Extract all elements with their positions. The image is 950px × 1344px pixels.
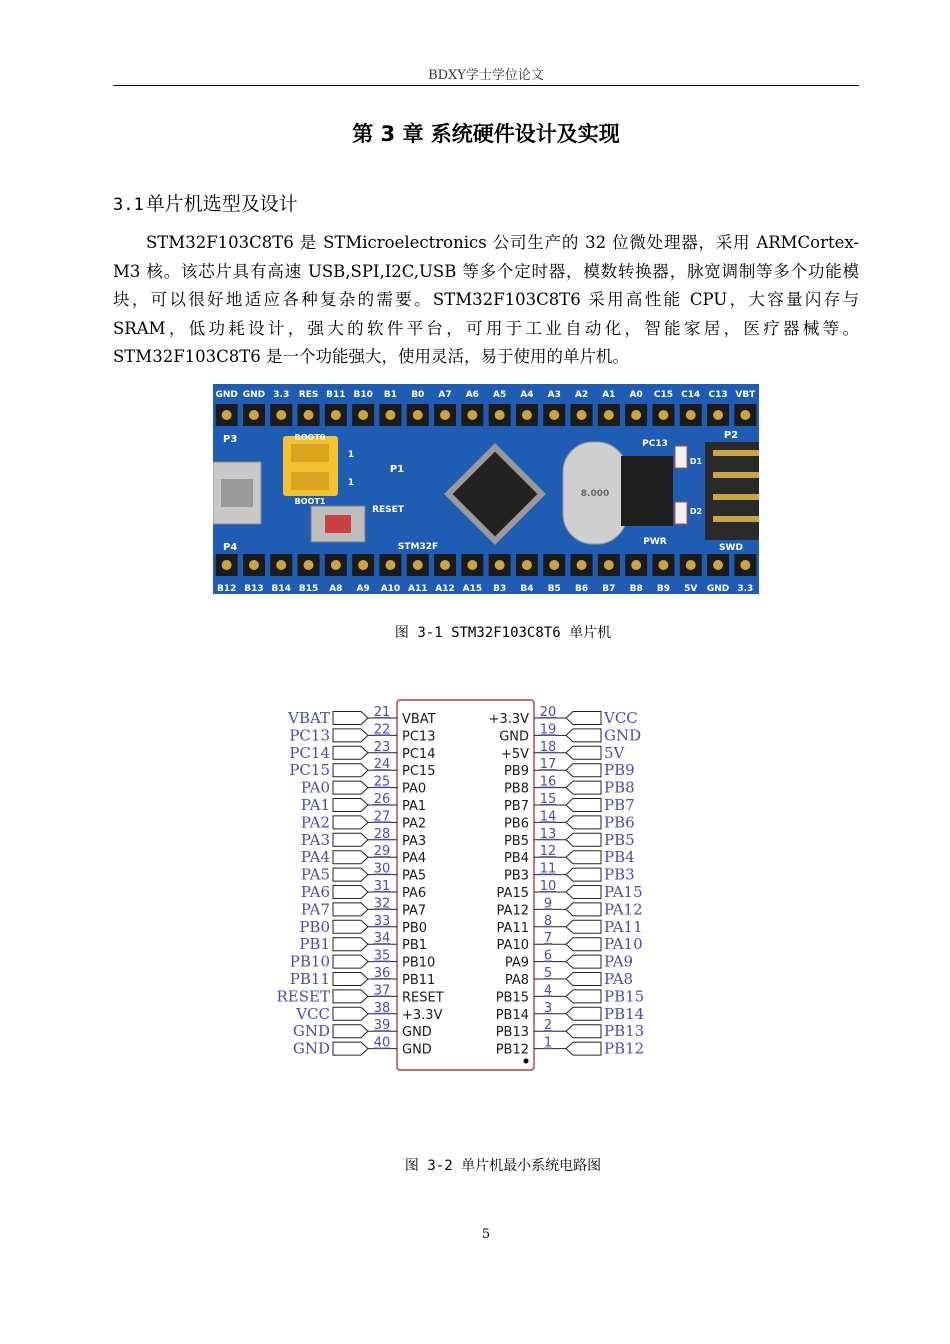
pin1-marker-dot — [524, 1059, 529, 1064]
right-net-label: PB14 — [604, 1004, 645, 1023]
swd-header — [705, 442, 759, 540]
swd-pin — [713, 450, 759, 456]
right-net-label: PB8 — [604, 778, 635, 797]
bottom-header-label: B12 — [216, 584, 237, 594]
left-pin-number: 26 — [373, 792, 391, 807]
right-net-tag — [566, 990, 601, 1003]
right-net-label: PA11 — [604, 917, 643, 936]
bottom-header-label: A12 — [435, 584, 455, 594]
crystal-label: 8.000 — [580, 489, 610, 499]
page-number: 5 — [481, 1227, 491, 1242]
right-pin-number: 9 — [543, 896, 553, 912]
top-header-pin — [686, 410, 696, 420]
bottom-header-label: B3 — [493, 584, 507, 594]
swd-label: SWD — [719, 543, 743, 553]
right-net-tag — [566, 799, 601, 812]
left-net-tag — [333, 851, 368, 864]
top-header-label: B1 — [383, 390, 398, 400]
minimum-system-pinout-diagram — [272, 690, 662, 1075]
left-net-tag — [333, 781, 368, 794]
left-pin-number: 37 — [373, 983, 391, 999]
right-pin-name: PB8 — [503, 781, 529, 797]
bottom-header-label: 3.3 — [737, 584, 754, 594]
bottom-header-label: GND — [706, 584, 730, 594]
left-net-label: RESET — [276, 987, 330, 1006]
bottom-header-pin — [577, 560, 587, 570]
right-net-label: PB4 — [604, 848, 635, 867]
left-net-label: PB11 — [289, 970, 330, 988]
right-net-tag — [566, 868, 601, 881]
top-header-pin — [249, 410, 259, 420]
left-pin-name: PC13 — [402, 729, 436, 745]
left-pin-name: PA7 — [402, 903, 427, 919]
left-net-tag — [333, 764, 368, 777]
bottom-header-pin — [604, 560, 614, 570]
top-header-pin — [740, 410, 750, 420]
left-net-label: PA5 — [300, 865, 330, 884]
right-net-tag — [566, 1042, 601, 1055]
right-net-tag — [566, 903, 601, 916]
right-pin-number: 14 — [539, 809, 557, 825]
right-pin-number: 4 — [543, 983, 553, 999]
right-pin-name: PB15 — [495, 990, 529, 1006]
left-net-tag — [333, 903, 368, 916]
left-pin-number: 32 — [373, 896, 391, 912]
left-net-tag — [333, 955, 368, 968]
right-pin-name: PA11 — [496, 920, 529, 936]
bottom-header-label: B14 — [271, 584, 291, 594]
right-pin-number: 7 — [543, 931, 553, 947]
right-pin-number: 5 — [543, 966, 553, 981]
right-net-label: PA12 — [604, 900, 643, 919]
top-header-pin — [358, 410, 368, 420]
figure-1-caption: 图 3-1 STM32F103C8T6 单片机 — [394, 625, 612, 641]
right-pin-name: PB3 — [503, 868, 529, 884]
bottom-header-label: B6 — [574, 584, 589, 594]
reset-label: RESET — [372, 505, 404, 515]
left-pin-name: VBAT — [402, 712, 436, 727]
section-number: 3.1 — [113, 195, 144, 215]
left-pin-name: GND — [402, 1042, 432, 1058]
left-pin-number: 24 — [373, 757, 391, 773]
right-pin-name: PB14 — [495, 1007, 529, 1023]
left-net-label: VCC — [296, 1004, 330, 1023]
right-net-label: PB5 — [604, 830, 635, 849]
top-header-pin — [276, 410, 286, 420]
top-header-label: C13 — [708, 390, 728, 400]
right-net-label: PB7 — [604, 796, 635, 814]
top-header-pin — [658, 410, 668, 420]
left-net-label: PC15 — [289, 761, 330, 780]
right-pin-number: 19 — [539, 722, 557, 738]
left-net-label: PA6 — [300, 883, 330, 901]
left-pin-number: 28 — [373, 826, 391, 842]
right-net-label: 5V — [604, 743, 625, 762]
bottom-header-pin — [385, 560, 395, 570]
left-net-tag — [333, 868, 368, 881]
right-pin-number: 17 — [539, 757, 557, 773]
right-pin-name: PB9 — [503, 764, 529, 780]
bottom-header-label: B8 — [629, 584, 643, 594]
left-net-label: PA4 — [300, 848, 330, 867]
top-header-pin — [577, 410, 587, 420]
top-header-label: A4 — [520, 390, 534, 400]
left-net-label: GND — [292, 1039, 330, 1058]
left-pin-name: PA2 — [402, 816, 427, 832]
bottom-header-pin — [331, 560, 341, 570]
left-pin-name: PC15 — [402, 764, 436, 780]
p2-label: P2 — [723, 430, 739, 441]
left-pin-name: PA4 — [402, 851, 427, 867]
top-header-pin — [467, 410, 477, 420]
right-net-label: PB12 — [604, 1039, 645, 1058]
left-net-tag — [333, 833, 368, 846]
left-net-label: PA2 — [300, 813, 330, 832]
right-net-tag — [566, 955, 601, 968]
top-header-label: B11 — [326, 390, 346, 400]
top-header-label: B0 — [411, 390, 425, 400]
usb-port-opening — [221, 479, 253, 507]
left-pin-name: PB0 — [402, 920, 428, 936]
left-net-tag — [333, 920, 368, 933]
pwr-label: PWR — [643, 537, 667, 547]
left-net-tag — [333, 1007, 368, 1020]
mcu-label: STM32F — [397, 542, 439, 552]
jumper-pin1-label: 1 — [347, 450, 355, 460]
left-pin-number: 29 — [373, 844, 391, 860]
right-pin-number: 20 — [539, 705, 557, 720]
boot1-jumper — [291, 472, 329, 490]
right-pin-number: 18 — [539, 739, 557, 755]
left-pin-number: 34 — [373, 931, 391, 947]
left-pin-number: 23 — [373, 739, 391, 755]
left-pin-number: 27 — [373, 809, 391, 825]
left-pin-name: +3.3V — [402, 1007, 443, 1023]
bottom-header-pin — [413, 560, 423, 570]
right-net-tag — [566, 920, 601, 933]
bottom-header-pin — [549, 560, 559, 570]
bottom-header-label: A9 — [356, 584, 370, 594]
bottom-header-label: B15 — [298, 584, 319, 594]
left-net-tag — [333, 1025, 368, 1038]
left-net-label: PA0 — [300, 778, 330, 797]
top-header-pin — [331, 410, 341, 420]
left-net-tag — [333, 816, 368, 829]
left-pin-number: 36 — [373, 966, 391, 981]
right-net-label: PB3 — [604, 865, 635, 884]
left-pin-number: 30 — [373, 861, 391, 877]
top-header-label: GND — [215, 390, 238, 400]
right-net-tag — [566, 764, 601, 777]
bottom-header-pin — [631, 560, 641, 570]
reset-button — [325, 515, 351, 533]
left-pin-name: PA6 — [402, 886, 427, 901]
left-pin-name: RESET — [402, 990, 444, 1006]
jumper-pin1-label: 1 — [347, 478, 355, 488]
pwr-led — [675, 502, 687, 524]
right-pin-name: +3.3V — [488, 712, 529, 727]
left-pin-number: 39 — [373, 1018, 391, 1034]
right-pin-number: 15 — [539, 792, 557, 807]
right-net-tag — [566, 1007, 601, 1020]
left-pin-number: 33 — [373, 913, 391, 929]
top-header-pin — [631, 410, 641, 420]
left-net-tag — [333, 886, 368, 899]
bottom-header-pin — [740, 560, 750, 570]
left-pin-number: 35 — [373, 948, 391, 964]
top-header-label: A7 — [438, 390, 452, 400]
chapter-title: 第 3 章 系统硬件设计及实现 — [352, 122, 620, 146]
right-pin-name: PB5 — [503, 833, 529, 849]
bottom-header-pin — [713, 560, 723, 570]
right-pin-number: 16 — [539, 774, 557, 790]
right-pin-number: 3 — [543, 1000, 553, 1016]
right-pin-name: +5V — [500, 746, 529, 762]
section-heading — [113, 189, 298, 216]
right-net-label: PA15 — [604, 883, 643, 901]
left-net-tag — [333, 1042, 368, 1055]
right-net-tag — [566, 816, 601, 829]
bottom-header-label: B4 — [520, 584, 534, 594]
bottom-header-pin — [467, 560, 477, 570]
left-net-label: PA7 — [300, 900, 330, 919]
left-pin-name: PA0 — [402, 781, 427, 797]
left-pin-name: PB11 — [402, 973, 436, 988]
left-pin-name: PB1 — [402, 938, 428, 954]
top-header-pin — [222, 410, 232, 420]
top-header-label: VBT — [735, 390, 756, 400]
body-paragraph: STM32F103C8T6 是 STMicroelectronics 公司生产的 32 位微处理器，采用 ARMCortex-M3 核。该芯片具有高速 USB,SPI,I2C,USB 等多个定时器，模数转换器，脉宽调制等多个功能模块，可以很好地适应各种复杂的需要。STM32F103C8T6 采用高性能 CPU，大容量闪存与 SRAM，低功耗设计，强大的软件平台，可用于工业自动化，智能家居，医疗器械等。STM32F103C8T6 是一个功能强大，使用灵活，易于使用的单片机。 — [113, 233, 859, 367]
bottom-header-pin — [358, 560, 368, 570]
right-pin-number: 1 — [543, 1035, 553, 1051]
top-header-pin — [385, 410, 395, 420]
swd-pin — [713, 516, 759, 522]
top-header-label: A5 — [493, 390, 507, 400]
right-net-tag — [566, 1025, 601, 1038]
bottom-header-label: A15 — [462, 584, 483, 594]
right-pin-number: 11 — [539, 861, 557, 877]
top-header-label: C14 — [681, 390, 701, 400]
top-header-label: A1 — [602, 390, 616, 400]
right-net-tag — [566, 729, 601, 742]
d1-label: D1 — [689, 457, 703, 466]
left-pin-name: PA1 — [402, 799, 427, 814]
top-header-pin — [604, 410, 614, 420]
left-net-tag — [333, 990, 368, 1003]
right-net-tag — [566, 746, 601, 759]
bottom-header-pin — [304, 560, 314, 570]
p3-label: P3 — [223, 434, 238, 445]
bottom-header-pin — [686, 560, 696, 570]
left-net-label: PB1 — [299, 935, 330, 954]
right-pin-name: PA10 — [496, 938, 529, 954]
right-pin-number: 10 — [539, 879, 557, 894]
left-net-tag — [333, 746, 368, 759]
left-net-label: VBAT — [288, 709, 330, 727]
top-header-pin — [304, 410, 314, 420]
left-net-label: PC13 — [289, 726, 330, 745]
bottom-header-pin — [522, 560, 532, 570]
top-header-pin — [413, 410, 423, 420]
left-pin-number: 21 — [373, 705, 391, 720]
left-net-label: PC14 — [289, 743, 330, 762]
top-header-pin — [549, 410, 559, 420]
boot0-jumper — [291, 444, 329, 462]
left-pin-number: 25 — [373, 774, 391, 790]
bottom-header-pin — [440, 560, 450, 570]
top-header-label: B10 — [353, 390, 373, 400]
right-pin-number: 6 — [543, 948, 553, 964]
left-net-tag — [333, 799, 368, 812]
bottom-header-label: A11 — [408, 584, 428, 594]
bottom-header-label: A10 — [380, 584, 401, 594]
right-pin-name: PB6 — [503, 816, 529, 832]
swd-pin — [713, 472, 759, 478]
swd-pin — [713, 494, 759, 500]
left-pin-name: PC14 — [402, 746, 436, 762]
left-net-label: PB10 — [289, 952, 330, 971]
right-pin-number: 13 — [539, 826, 557, 842]
left-pin-name: PA3 — [402, 833, 427, 849]
left-net-label: PA1 — [300, 796, 330, 814]
right-net-label: PB9 — [604, 761, 635, 780]
p4-label: P4 — [223, 542, 238, 553]
stm32-board-photo — [213, 384, 759, 594]
bottom-header-label: 5V — [684, 584, 698, 594]
left-pin-number: 40 — [373, 1035, 391, 1051]
right-net-label: GND — [604, 726, 642, 745]
right-net-label: VCC — [604, 709, 638, 727]
top-header-pin — [713, 410, 723, 420]
d2-label: D2 — [689, 507, 703, 516]
top-header-pin — [495, 410, 505, 420]
left-net-tag — [333, 938, 368, 951]
bottom-header-label: B5 — [547, 584, 561, 594]
right-pin-name: PA8 — [504, 973, 529, 988]
boot1-label: BOOT1 — [294, 497, 326, 506]
top-header-label: A2 — [574, 390, 589, 400]
bottom-header-pin — [276, 560, 286, 570]
left-net-tag — [333, 712, 368, 725]
right-net-tag — [566, 851, 601, 864]
top-header-label: GND — [242, 390, 266, 400]
top-header-label: RES — [298, 390, 319, 400]
running-header: BDXY学士学位论文 — [428, 68, 544, 83]
left-pin-name: PB10 — [402, 955, 436, 971]
right-net-label: PA10 — [604, 935, 643, 954]
right-pin-name: PA15 — [496, 886, 529, 901]
bottom-header-label: B9 — [656, 584, 671, 594]
left-pin-number: 22 — [373, 722, 391, 738]
section-title: 单片机选型及设计 — [145, 193, 298, 215]
top-header-label: 3.3 — [273, 390, 290, 400]
right-pin-number: 12 — [539, 844, 557, 860]
top-header-pin — [522, 410, 532, 420]
bottom-header-pin — [249, 560, 259, 570]
right-pin-name: PB13 — [495, 1025, 529, 1041]
boot0-label: BOOT0 — [294, 433, 326, 442]
right-pin-name: GND — [499, 729, 529, 745]
left-pin-number: 31 — [373, 879, 391, 894]
left-net-label: GND — [292, 1022, 330, 1041]
right-net-label: PB13 — [604, 1022, 645, 1041]
left-net-tag — [333, 973, 368, 986]
right-net-label: PB15 — [604, 987, 645, 1006]
bottom-header-pin — [222, 560, 232, 570]
left-net-label: PB0 — [299, 917, 330, 936]
figure-2-caption: 图 3-2 单片机最小系统电路图 — [404, 1158, 602, 1174]
right-net-tag — [566, 712, 601, 725]
left-net-tag — [333, 729, 368, 742]
top-header-pin — [440, 410, 450, 420]
left-pin-name: PA5 — [402, 868, 427, 884]
right-net-label: PB6 — [604, 813, 635, 832]
right-pin-name: PA9 — [504, 955, 529, 971]
pc13-label: PC13 — [642, 439, 668, 449]
top-header-label: A0 — [629, 390, 643, 400]
right-net-label: PA8 — [604, 970, 634, 988]
header-rule — [113, 85, 859, 86]
bottom-header-pin — [658, 560, 668, 570]
left-net-label: PA3 — [300, 830, 330, 849]
p1-label: P1 — [389, 464, 405, 475]
top-header-label: A3 — [547, 390, 561, 400]
right-pin-name: PA12 — [496, 903, 529, 919]
bottom-header-label: A8 — [329, 584, 343, 594]
bottom-header-pin — [495, 560, 505, 570]
right-net-tag — [566, 886, 601, 899]
voltage-regulator — [621, 456, 673, 526]
right-net-tag — [566, 833, 601, 846]
right-pin-name: PB7 — [503, 799, 529, 814]
right-pin-name: PB12 — [495, 1042, 529, 1058]
bottom-header-label: B7 — [602, 584, 616, 594]
right-net-tag — [566, 781, 601, 794]
left-pin-number: 38 — [373, 1000, 391, 1016]
right-pin-number: 8 — [543, 913, 553, 929]
right-pin-number: 2 — [543, 1018, 553, 1034]
right-net-label: PA9 — [604, 952, 634, 971]
right-pin-name: PB4 — [503, 851, 529, 867]
top-header-label: C15 — [653, 390, 674, 400]
right-net-tag — [566, 938, 601, 951]
left-pin-name: GND — [402, 1025, 432, 1041]
pc13-led — [675, 446, 687, 468]
top-header-label: A6 — [465, 390, 479, 400]
bottom-header-label: B13 — [244, 584, 264, 594]
right-net-tag — [566, 973, 601, 986]
